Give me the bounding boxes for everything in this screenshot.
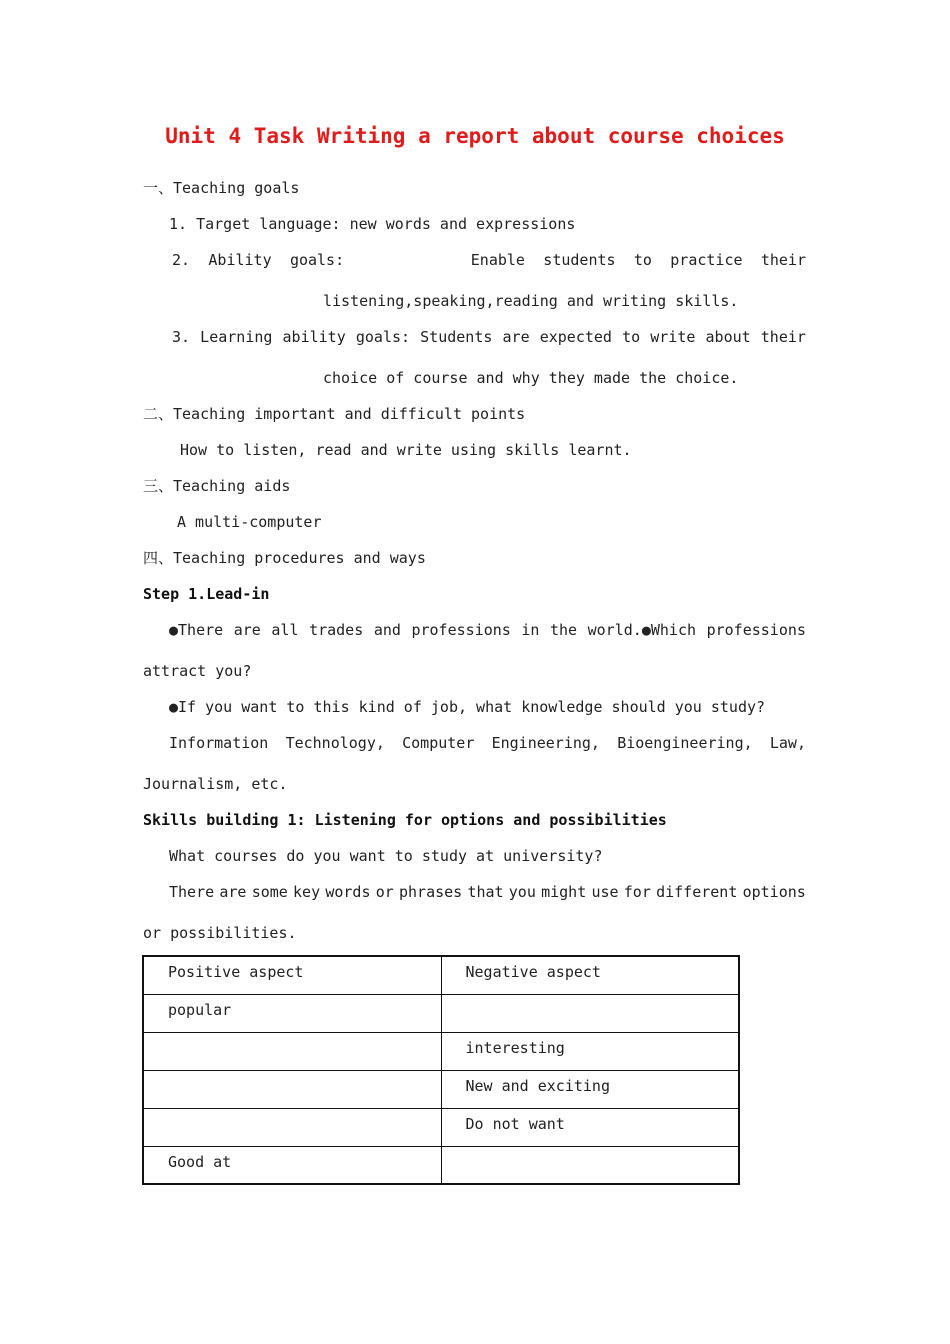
goal-2-word: students [543,251,616,269]
bullet-1-word: ●There [169,621,224,639]
table-cell: popular [143,994,441,1032]
goal-3-word: about [705,328,751,346]
goal-3-word: expected [539,328,612,346]
teaching-goals-heading: 一、Teaching goals [143,179,300,197]
bullet-1-word: all [271,621,299,639]
table-row [143,994,739,1032]
goal-2 [172,250,806,270]
goal-2-word: their [760,251,806,269]
keywords-continued: or possibilities. [143,924,297,942]
goal-3-word: to [622,328,641,346]
subject-word: Engineering, [491,734,600,752]
table-cell [441,994,739,1032]
important-points-text: How to listen, read and write using skills learnt. [180,441,632,459]
goal-2-continued: listening,speaking,reading and writing skills. [323,292,739,310]
bullet-1-word: in [521,621,540,639]
table-cell: interesting [441,1032,739,1070]
goal-2-word: Enable [470,251,525,269]
bullet-1-word: and [373,621,401,639]
table-cell: Do not want [441,1108,739,1146]
keywords-word: There [169,883,215,901]
teaching-aids-text: A multi-computer [177,513,322,531]
keywords-word: are [219,883,247,901]
goal-3-word: 3. [172,328,191,346]
goal-2-word: practice [670,251,743,269]
procedures-heading: 四、Teaching procedures and ways [143,549,426,567]
keywords-word: might [541,883,587,901]
keywords-line [169,882,806,902]
subject-word: Information [169,734,269,752]
subject-word: Bioengineering, [617,734,753,752]
bullet-1-word: trades [309,621,364,639]
bullet-2: ●If you want to this kind of job, what knowledge should you study? [169,698,766,716]
subject-word: Law, [769,734,806,752]
important-points-heading: 二、Teaching important and difficult points [143,405,526,423]
bullet-1-continued: attract you? [143,662,252,680]
table-row [143,1032,739,1070]
keywords-word: key [293,883,321,901]
table-cell: New and exciting [441,1070,739,1108]
keywords-word: that [467,883,504,901]
bullet-1-word: professions [411,621,511,639]
goal-3 [172,327,806,347]
keywords-word: different [656,883,738,901]
keywords-word: options [742,883,806,901]
table-cell [441,1146,739,1184]
bullet-1 [169,620,806,640]
step-1-heading: Step 1.Lead-in [143,585,270,603]
goal-3-word: are [502,328,530,346]
table-cell [143,1108,441,1146]
subjects-line [169,733,806,753]
table-row [143,1070,739,1108]
table-row [143,1146,739,1184]
table-cell: Positive aspect [143,956,441,994]
keywords-word: for [623,883,651,901]
goal-3-word: write [650,328,696,346]
table-cell: Good at [143,1146,441,1184]
document-title: Unit 4 Task Writing a report about course choices [165,124,785,148]
table-cell [143,1070,441,1108]
table-row [143,956,739,994]
goal-3-word: goals: [355,328,411,346]
bullet-1-word: are [233,621,261,639]
teaching-aids-heading: 三、Teaching aids [143,477,291,495]
subject-word: Computer [402,734,475,752]
keywords-word: words [325,883,371,901]
bullet-1-word: world.●Which [587,621,697,639]
keywords-word: phrases [399,883,463,901]
goal-3-continued: choice of course and why they made the choice. [323,369,739,387]
table-cell: Negative aspect [441,956,739,994]
keywords-word: use [591,883,619,901]
skills-building-heading: Skills building 1: Listening for options and possibilities [143,811,667,829]
keywords-word: some [251,883,288,901]
goal-3-word: ability [282,328,346,346]
goal-3-word: Learning [200,328,273,346]
keywords-word: or [375,883,394,901]
keywords-word: you [508,883,536,901]
subject-word: Technology, [285,734,385,752]
goal-2-number: 2. [172,251,191,269]
table-cell [143,1032,441,1070]
goal-3-word: their [760,328,806,346]
goal-2-label: Ability [208,251,272,269]
bullet-1-word: professions [706,621,806,639]
goal-1: 1. Target language: new words and expressions [169,215,576,233]
table-row [143,1108,739,1146]
goal-2-word: to [633,251,652,269]
options-table [142,955,740,1185]
goal-2-label2: goals: [289,251,345,269]
question-text: What courses do you want to study at university? [169,847,603,865]
subjects-continued: Journalism, etc. [143,775,288,793]
goal-3-word: Students [420,328,493,346]
bullet-1-word: the [550,621,578,639]
